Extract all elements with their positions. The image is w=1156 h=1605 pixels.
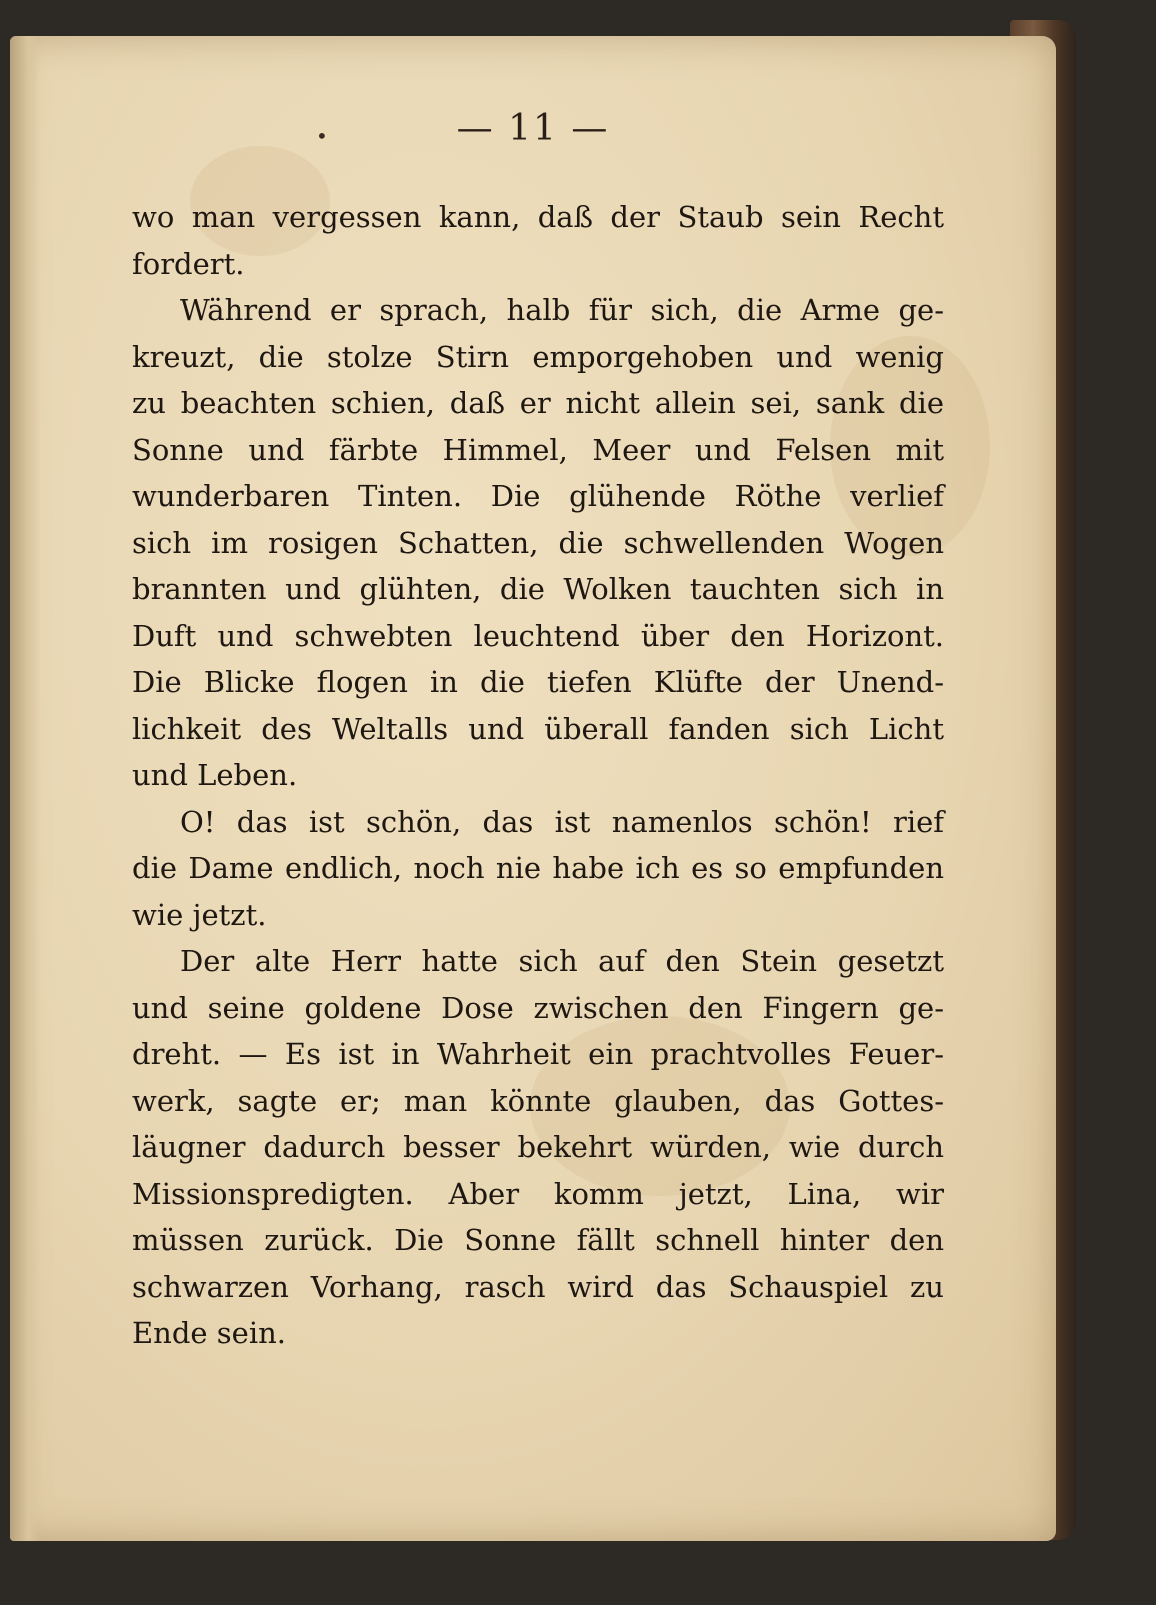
- text-line: lichkeit des Weltalls und überall fanden sich Licht: [132, 711, 944, 746]
- page-number: — 11 —: [456, 108, 610, 149]
- text-line: wie jetzt.: [132, 897, 267, 932]
- text-line: Der alte Herr hatte sich auf den Stein gesetzt: [180, 944, 944, 978]
- text-line: wunderbaren Tinten. Die glühende Röthe verlief: [132, 479, 944, 513]
- text-line: schwarzen Vorhang, rasch wird das Schauspiel zu: [132, 1269, 944, 1304]
- text-line: Missionspredigten. Aber komm jetzt, Lina, wir: [132, 1176, 944, 1211]
- text-line: sich im rosigen Schatten, die schwellenden Wogen: [132, 525, 944, 560]
- text-line: zu beachten schien, daß er nicht allein sei, sank die: [132, 386, 944, 420]
- text-line: werk, sagte er; man könnte glauben, das Gottes-: [132, 1083, 944, 1118]
- body-text: [132, 194, 944, 1357]
- text-line: O! das ist schön, das ist namenlos schön! rief: [180, 804, 944, 839]
- text-line: und Leben.: [132, 758, 298, 792]
- text-line: fordert.: [132, 246, 245, 281]
- text-line: wo man vergessen kann, daß der Staub sein Recht: [132, 200, 944, 234]
- text-line: die Dame endlich, noch nie habe ich es so empfunden: [132, 851, 944, 885]
- text-line: brannten und glühten, die Wolken tauchten sich in: [132, 572, 944, 606]
- text-line: dreht. — Es ist in Wahrheit ein prachtvolles Feuer-: [132, 1037, 944, 1071]
- text-line: und seine goldene Dose zwischen den Fingern ge-: [132, 990, 944, 1025]
- text-line: läugner dadurch besser bekehrt würden, wie durch: [132, 1130, 944, 1164]
- text-line: Während er sprach, halb für sich, die Arme ge-: [180, 293, 944, 327]
- book-page: [10, 36, 1056, 1541]
- page-gutter: [10, 36, 40, 1541]
- text-line: kreuzt, die stolze Stirn emporgehoben und wenig: [132, 339, 944, 374]
- page-speck: •: [316, 124, 328, 148]
- text-line: Duft und schwebten leuchtend über den Horizont.: [132, 618, 944, 653]
- text-line: müssen zurück. Die Sonne fällt schnell hinter den: [132, 1223, 944, 1257]
- text-line: Sonne und färbte Himmel, Meer und Felsen mit: [132, 432, 944, 467]
- text-line: Ende sein.: [132, 1316, 287, 1350]
- text-line: Die Blicke flogen in die tiefen Klüfte der Unend-: [132, 665, 944, 699]
